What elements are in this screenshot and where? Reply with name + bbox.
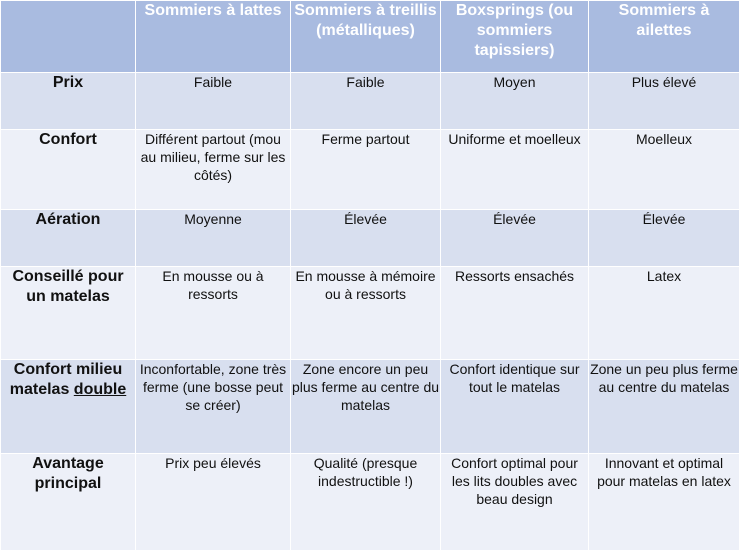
- table-row-confort: [1, 130, 739, 210]
- table-cell: Plus élevé: [589, 73, 739, 130]
- table-cell: Élevée: [589, 210, 739, 267]
- table-cell: Confort identique sur tout le matelas: [441, 360, 589, 454]
- table-row-prix: [1, 73, 739, 130]
- table-cell: En mousse ou à ressorts: [136, 267, 291, 360]
- column-header-boxsprings: Boxsprings (ou sommiers tapissiers): [441, 1, 589, 73]
- table-row-avantage: [1, 454, 739, 551]
- row-header-confort-milieu: [1, 360, 136, 454]
- table-cell: Uniforme et moelleux: [441, 130, 589, 210]
- table-cell: Élevée: [291, 210, 441, 267]
- table-cell: Qualité (presque indestructible !): [291, 454, 441, 551]
- table-cell: Faible: [291, 73, 441, 130]
- table-cell: En mousse à mémoire ou à ressorts: [291, 267, 441, 360]
- table-cell: Ferme partout: [291, 130, 441, 210]
- table-cell: Zone un peu plus ferme au centre du matelas: [589, 360, 739, 454]
- table-cell: Latex: [589, 267, 739, 360]
- row-header-avantage: Avantage principal: [1, 454, 136, 551]
- table-cell: Ressorts ensachés: [441, 267, 589, 360]
- row-header-confort-milieu-underlined: double: [74, 381, 126, 398]
- table-cell: Élevée: [441, 210, 589, 267]
- table-cell: Innovant et optimal pour matelas en latex: [589, 454, 739, 551]
- table-cell: Prix peu élevés: [136, 454, 291, 551]
- column-header-treillis: Sommiers à treillis (métalliques): [291, 1, 441, 73]
- header-row: [1, 1, 739, 73]
- table-row-confort-milieu: [1, 360, 739, 454]
- table-cell: Zone encore un peu plus ferme au centre du matelas: [291, 360, 441, 454]
- row-header-conseille: Conseillé pour un matelas: [1, 267, 136, 360]
- row-header-prix: Prix: [1, 73, 136, 130]
- column-header-lattes: Sommiers à lattes: [136, 1, 291, 73]
- table-cell: Différent partout (mou au milieu, ferme sur les côtés): [136, 130, 291, 210]
- table-cell: Faible: [136, 73, 291, 130]
- row-header-aeration: Aération: [1, 210, 136, 267]
- table-cell: Moyen: [441, 73, 589, 130]
- table-cell: Inconfortable, zone très ferme (une bosse peut se créer): [136, 360, 291, 454]
- column-header-ailettes: Sommiers à ailettes: [589, 1, 739, 73]
- row-header-confort-milieu-text: Confort milieu matelas: [10, 361, 122, 398]
- table-row-conseille: [1, 267, 739, 360]
- table-row-aeration: [1, 210, 739, 267]
- table-cell: Moelleux: [589, 130, 739, 210]
- table-cell: Moyenne: [136, 210, 291, 267]
- corner-cell: [1, 1, 136, 73]
- row-header-confort: Confort: [1, 130, 136, 210]
- table-cell: Confort optimal pour les lits doubles avec beau design: [441, 454, 589, 551]
